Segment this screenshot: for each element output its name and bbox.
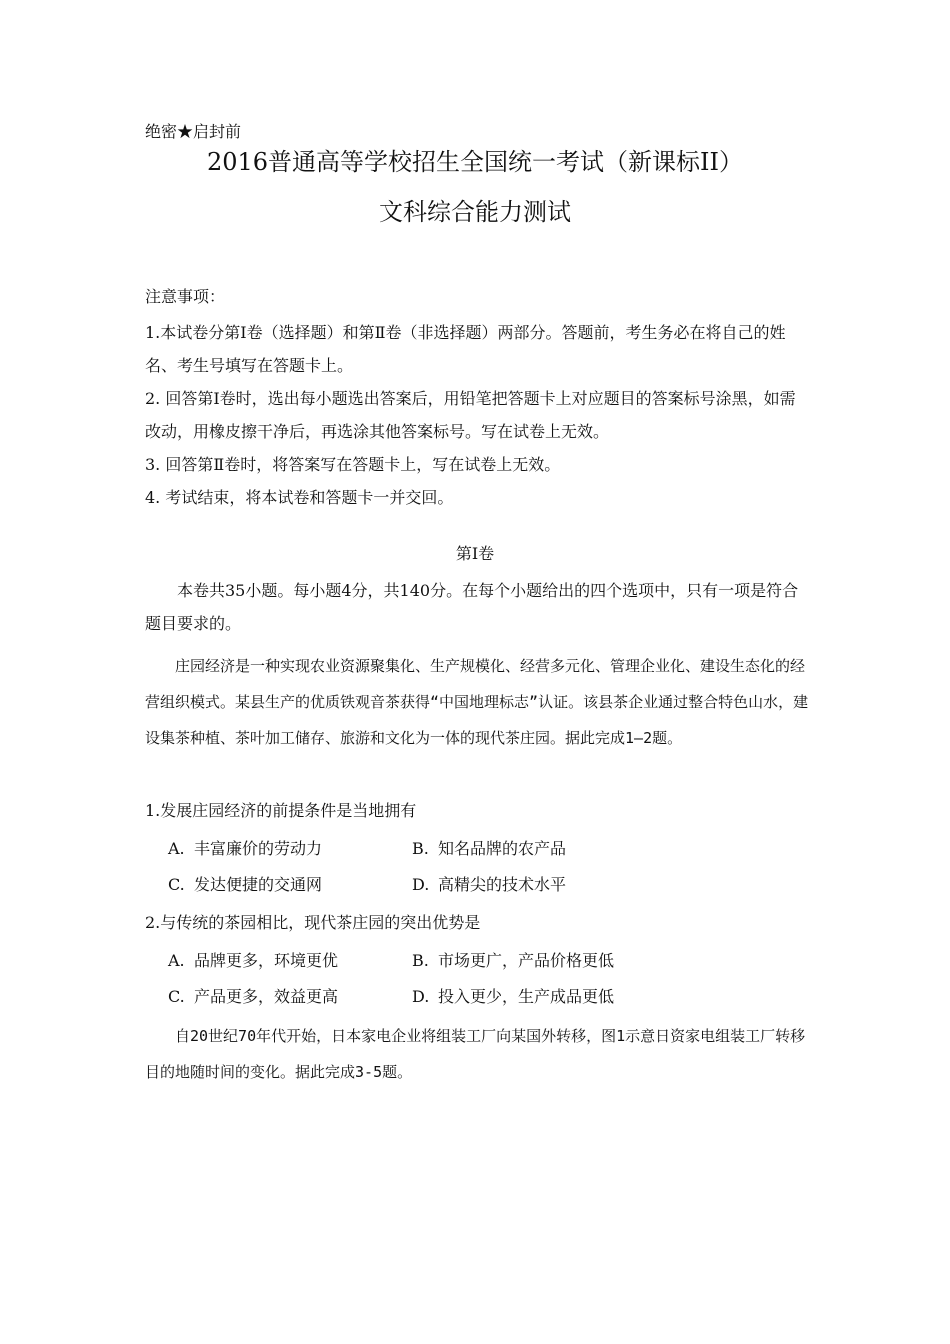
option-label: A. [168,839,185,858]
question-2-option-b[interactable] [412,948,614,974]
question-2-option-d[interactable] [412,984,614,1010]
option-text: 产品更多，效益更高 [194,987,339,1006]
option-text: 市场更广，产品价格更低 [438,951,615,970]
note-item-3: 3. 回答第Ⅱ卷时，将答案写在答题卡上，写在试卷上无效。 [145,455,561,474]
secret-mark: 绝密★启封前 [145,122,242,141]
option-text: 发达便捷的交通网 [194,875,323,894]
option-text: 高精尖的技术水平 [438,875,567,894]
question-1-option-a[interactable] [168,836,322,862]
option-label: B. [412,951,429,970]
option-label: D. [412,875,430,894]
question-1-stem: 1.发展庄园经济的前提条件是当地拥有 [145,801,417,820]
option-text: 品牌更多，环境更优 [194,951,339,970]
question-1-option-b[interactable] [412,836,566,862]
question-2-option-a[interactable] [168,948,338,974]
section-intro: 本卷共35小题。每小题4分，共140分。在每个小题给出的四个选项中，只有一项是符合题目要求的。 [145,581,799,633]
notes-list [145,316,810,514]
option-label: C. [168,875,185,894]
exam-title: 2016普通高等学校招生全国统一考试（新课标II） [206,148,744,176]
passage-1: 庄园经济是一种实现农业资源聚集化、生产规模化、经营多元化、管理企业化、建设生态化的经营组织模式。某县生产的优质铁观音茶获得“中国地理标志”认证。该县茶企业通过整合特色山水，建设集茶种植、茶叶加工储存、旅游和文化为一体的现代茶庄园。据此完成1—2题。 [145,657,809,747]
exam-subtitle: 文科综合能力测试 [379,198,571,226]
option-label: C. [168,987,185,1006]
question-1-option-c[interactable] [168,872,322,898]
note-item-1: 1.本试卷分第Ⅰ卷（选择题）和第Ⅱ卷（非选择题）两部分。答题前，考生务必在将自己的姓名、考生号填写在答题卡上。 [145,323,786,375]
option-label: B. [412,839,429,858]
option-label: A. [168,951,185,970]
passage-2: 自20世纪70年代开始，日本家电企业将组装工厂向某国外转移，图1示意日资家电组装工厂转移目的地随时间的变化。据此完成3-5题。 [145,1027,806,1081]
question-2-option-c[interactable] [168,984,338,1010]
option-label: D. [412,987,430,1006]
note-item-4: 4. 考试结束，将本试卷和答题卡一并交回。 [145,488,454,507]
option-text: 丰富廉价的劳动力 [194,839,323,858]
option-text: 知名品牌的农产品 [438,839,567,858]
question-2-stem: 2.与传统的茶园相比，现代茶庄园的突出优势是 [145,913,481,932]
question-1-option-d[interactable] [412,872,566,898]
option-text: 投入更少，生产成品更低 [438,987,615,1006]
notes-heading: 注意事项： [145,287,226,306]
volume-title: 第Ⅰ卷 [455,544,495,563]
note-item-2: 2. 回答第Ⅰ卷时，选出每小题选出答案后，用铅笔把答题卡上对应题目的答案标号涂黑，如需改动，用橡皮擦干净后，再选涂其他答案标号。写在试卷上无效。 [145,389,796,441]
